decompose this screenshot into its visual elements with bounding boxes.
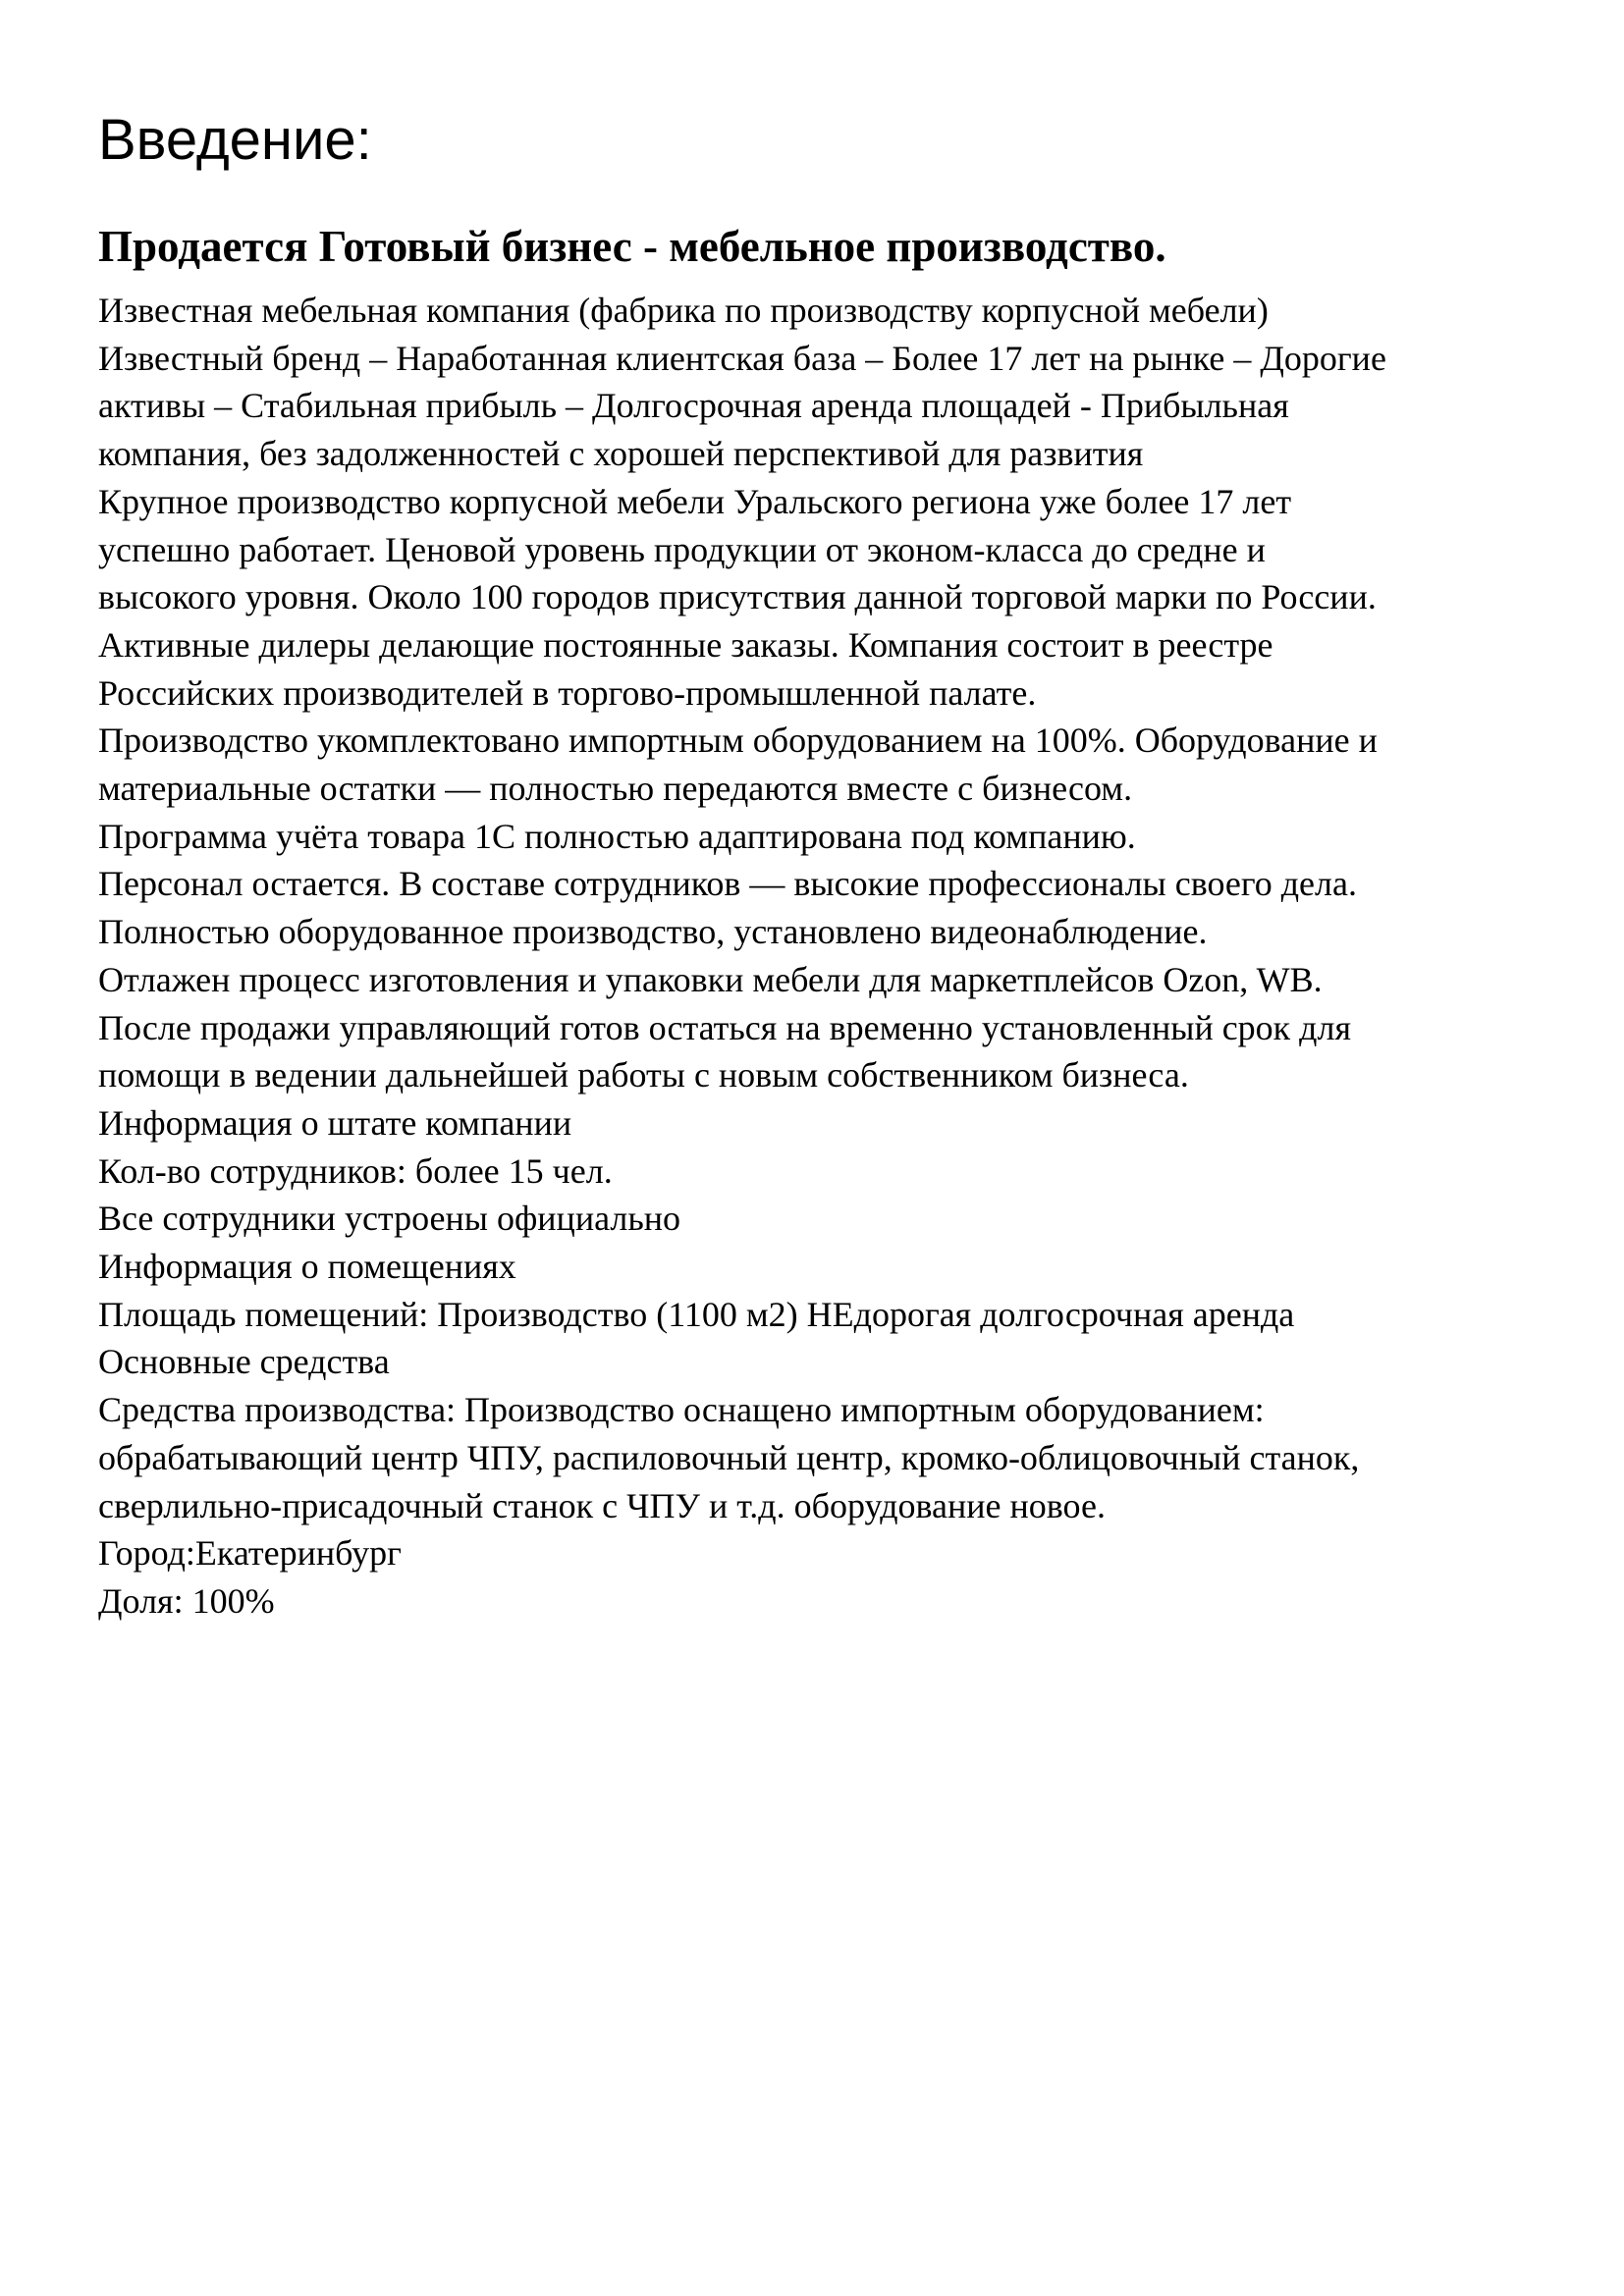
body-line: Активные дилеры делающие постоянные заказы. Компания состоит в реестре	[98, 624, 1273, 665]
body-line: Площадь помещений: Производство (1100 м2) НЕдорогая долгосрочная аренда	[98, 1294, 1295, 1334]
body-line: помощи в ведении дальнейшей работы с новым собственником бизнеса.	[98, 1055, 1189, 1095]
body-line: Российских производителей в торгово-промышленной палате.	[98, 672, 1037, 713]
body-line: Основные средства	[98, 1342, 390, 1382]
body-line: компания, без задолженностей с хорошей перспективой для развития	[98, 434, 1144, 474]
intro-heading: Введение:	[98, 108, 372, 172]
body-line: высокого уровня. Около 100 городов присутствия данной торговой марки по России.	[98, 577, 1377, 617]
body-line: Персонал остается. В составе сотрудников — высокие профессионалы своего дела.	[98, 864, 1357, 904]
body-line: обрабатывающий центр ЧПУ, распиловочный центр, кромко-облицовочный станок,	[98, 1437, 1360, 1477]
body-line: Информация о штате компании	[98, 1102, 572, 1143]
body-line: Доля: 100%	[98, 1580, 275, 1621]
body-line: материальные остатки — полностью передаются вместе с бизнесом.	[98, 769, 1133, 809]
body-line: Отлажен процесс изготовления и упаковки мебели для маркетплейсов Ozon, WB.	[98, 959, 1323, 999]
body-line: Все сотрудники устроены официально	[98, 1199, 681, 1239]
body-line: После продажи управляющий готов остаться на временно установленный срок для	[98, 1007, 1352, 1047]
body-line: Полностью оборудованное производство, установлено видеонаблюдение.	[98, 912, 1208, 952]
body-line: Информация о помещениях	[98, 1247, 516, 1287]
body-line: активы – Стабильная прибыль – Долгосрочная аренда площадей - Прибыльная	[98, 386, 1289, 426]
sale-title: Продается Готовый бизнес - мебельное производство.	[98, 222, 1166, 271]
body-line: Программа учёта товара 1С полностью адаптирована под компанию.	[98, 816, 1136, 856]
body-line: Производство укомплектовано импортным оборудованием на 100%. Оборудование и	[98, 721, 1378, 761]
body-line: Крупное производство корпусной мебели Уральского региона уже более 17 лет	[98, 481, 1292, 521]
body-line: Средства производства: Производство оснащено импортным оборудованием:	[98, 1390, 1265, 1430]
body-line: Известная мебельная компания (фабрика по производству корпусной мебели)	[98, 291, 1269, 330]
body-line: Город:Екатеринбург	[98, 1533, 402, 1574]
body-line: Кол-во сотрудников: более 15 чел.	[98, 1150, 613, 1191]
body-line: успешно работает. Ценовой уровень продукции от эконом-класса до средне и	[98, 529, 1266, 569]
document-page	[98, 106, 1532, 1626]
body-line: сверлильно-присадочный станок с ЧПУ и т.д. оборудование новое.	[98, 1485, 1106, 1525]
body-text	[98, 287, 1532, 1626]
body-line: Известный бренд – Наработанная клиентская база – Более 17 лет на рынке – Дорогие	[98, 338, 1386, 378]
